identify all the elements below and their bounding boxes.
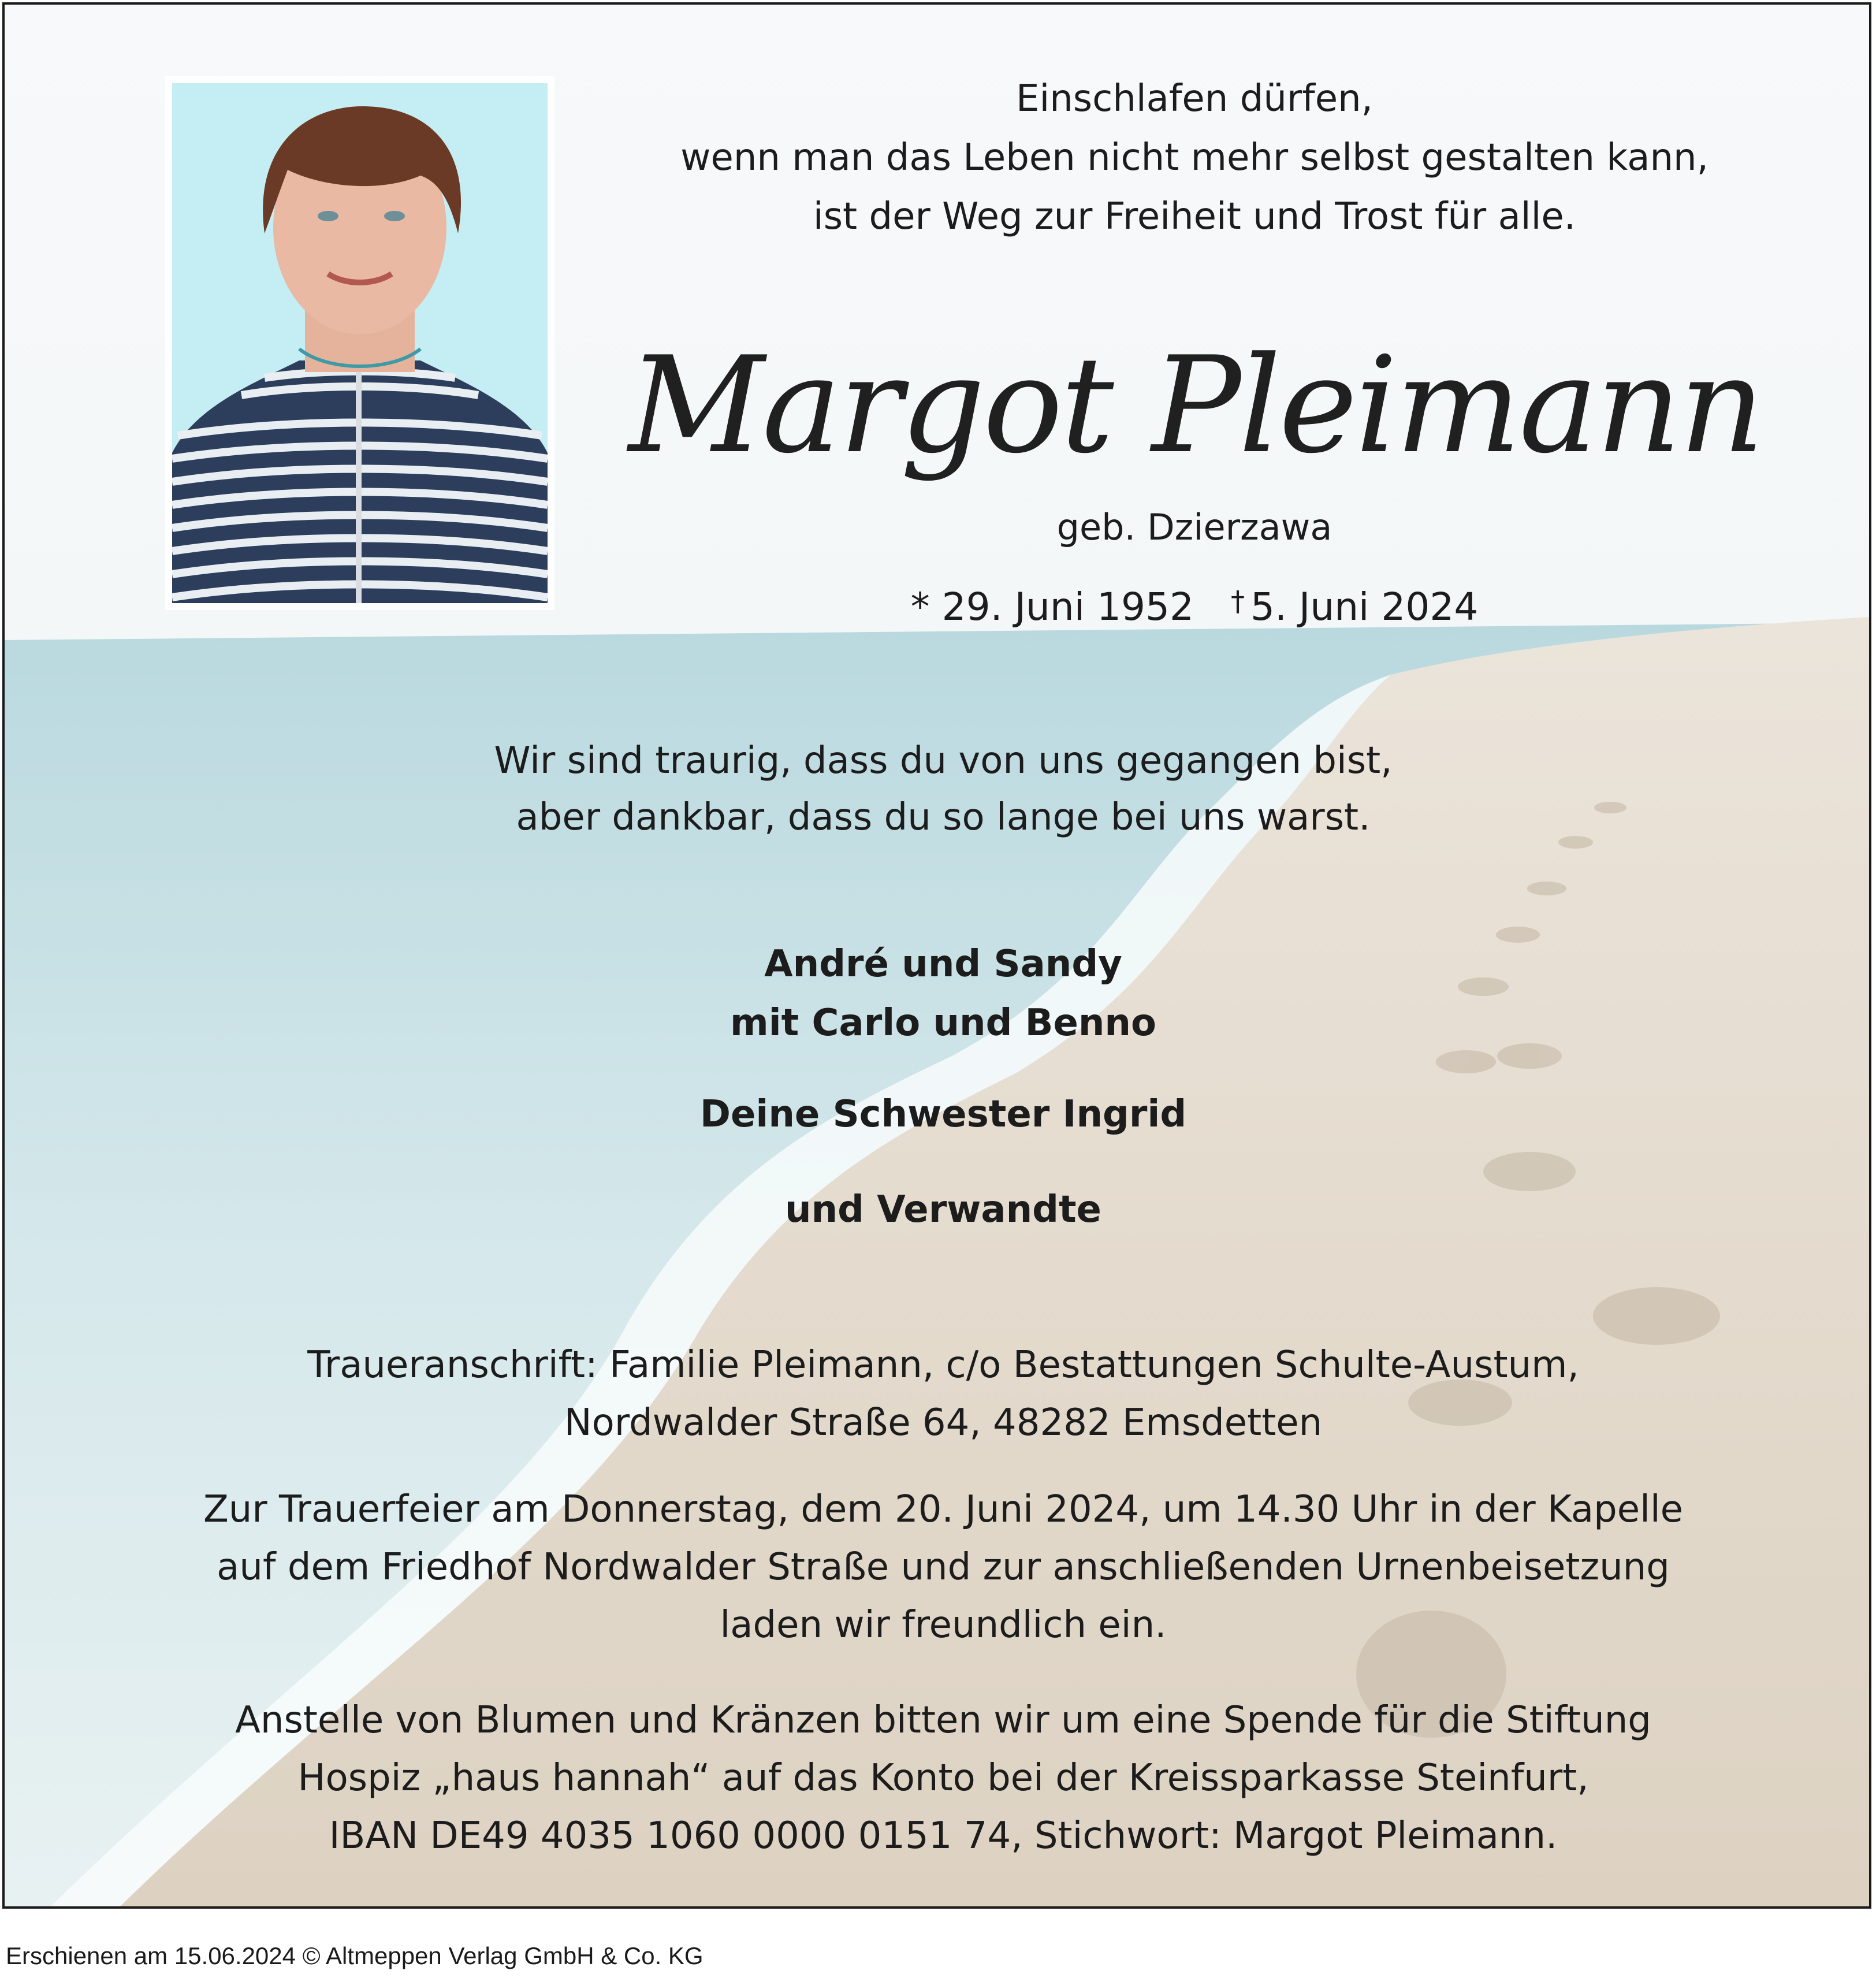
donation-line: IBAN DE49 4035 1060 0000 0151 74, Stichwort: Margot Pleimann.: [329, 1815, 1558, 1857]
deceased-name: Margot Pleimann: [628, 329, 1763, 483]
life-dates: [790, 574, 1599, 635]
address-line: Traueranschrift: Familie Pleimann, c/o Bestattungen Schulte-Austum,: [307, 1344, 1579, 1386]
donation-info: [149, 1691, 1737, 1865]
family-children: [582, 935, 1304, 1053]
portrait-photo: [172, 83, 548, 603]
mourning-address: [178, 1336, 1708, 1452]
cross-icon: †: [1230, 585, 1245, 618]
quote-line: wenn man das Leben nicht mehr selbst gestalten kann,: [680, 136, 1708, 179]
donation-line: Anstelle von Blumen und Kränzen bitten wir um eine Spende für die Stiftung: [235, 1699, 1651, 1742]
sorrow-text: [409, 733, 1477, 846]
quote-line: Einschlafen dürfen,: [1016, 77, 1373, 120]
family-relatives: und Verwandte: [785, 1188, 1101, 1231]
quote-text: [605, 69, 1784, 246]
ceremony-line: auf dem Friedhof Nordwalder Straße und zur anschließenden Urnenbeisetzung: [217, 1546, 1670, 1589]
portrait-frame: [165, 76, 554, 610]
ceremony-info: [149, 1481, 1737, 1654]
family-line: André und Sandy: [764, 943, 1122, 986]
family-line: mit Carlo und Benno: [730, 1002, 1156, 1044]
ceremony-line: laden wir freundlich ein.: [720, 1604, 1167, 1646]
death-date: 5. Juni 2024: [1250, 585, 1479, 629]
quote-line: ist der Weg zur Freiheit und Trost für alle.: [813, 195, 1576, 238]
donation-line: Hospiz „haus hannah“ auf das Konto bei der Kreissparkasse Steinfurt,: [297, 1757, 1589, 1799]
obituary-notice: [2, 2, 1871, 1909]
sorrow-line: Wir sind traurig, dass du von uns gegangen bist,: [494, 739, 1393, 782]
sorrow-line: aber dankbar, dass du so lange bei uns warst.: [516, 796, 1371, 839]
maiden-name: geb. Dzierzawa: [1056, 506, 1332, 548]
ceremony-line: Zur Trauerfeier am Donnerstag, dem 20. Juni 2024, um 14.30 Uhr in der Kapelle: [203, 1488, 1684, 1531]
address-line: Nordwalder Straße 64, 48282 Emsdetten: [564, 1401, 1323, 1444]
family-sister: Deine Schwester Ingrid: [699, 1093, 1187, 1136]
birth-date: * 29. Juni 1952: [910, 585, 1194, 629]
publication-footer: Erschienen am 15.06.2024 © Altmeppen Verlag GmbH & Co. KG: [6, 1942, 704, 1969]
